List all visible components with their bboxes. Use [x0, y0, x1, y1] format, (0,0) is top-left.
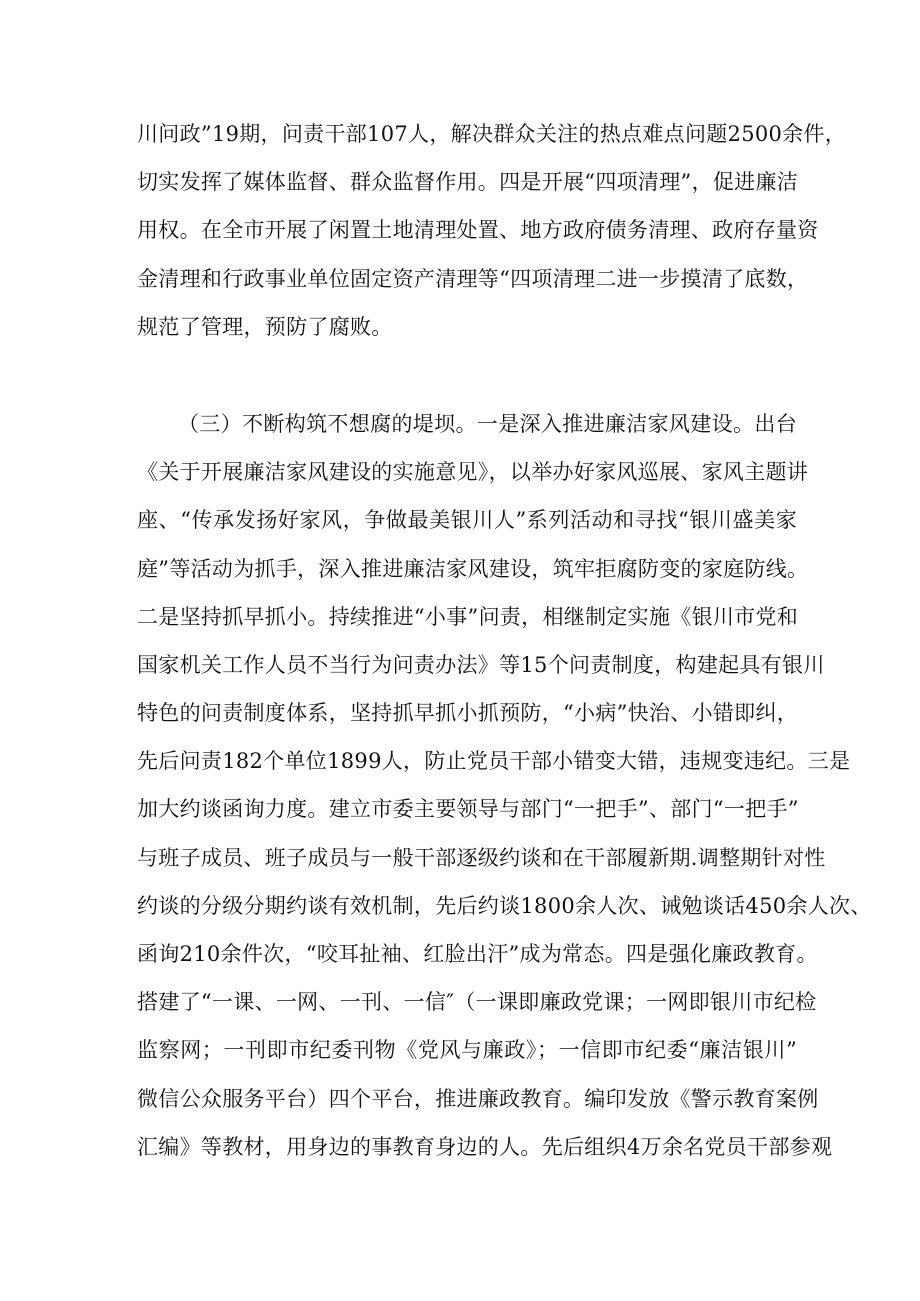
paragraph-line: 搭建了“一课、一网、一刊、一信″（一课即廉政党课；一网即银川市纪检: [137, 990, 817, 1014]
paragraph-line: 二是坚持抓早抓小。持续推进“小事”问责，相继制定实施《银川市党和: [137, 605, 799, 629]
paragraph-line: 金清理和行政事业单位固定资产清理等“四项清理二进一步摸清了底数，: [137, 267, 809, 291]
paragraph-line: 川问政”19期，问责干部107人，解决群众关注的热点难点问题2500余件，: [137, 122, 847, 146]
paragraph-line: 与班子成员、班子成员与一般干部逐级约谈和在干部履新期.调整期针对性: [137, 846, 826, 870]
paragraph-line: 先后问责182个单位1899人，防止党员干部小错变大错，违规变违纪。三是: [137, 749, 851, 773]
paragraph-line: 监察网；一刊即市纪委刊物《党风与廉政》；一信即市纪委“廉洁银川”: [137, 1038, 797, 1062]
paragraph-line: 庭”等活动为抓手，深入推进廉洁家风建设，筑牢拒腐防变的家庭防线。: [137, 557, 809, 581]
paragraph-line: 加大约谈函询力度。建立市委主要领导与部门“一把手”、部门“一把手”: [137, 797, 799, 821]
paragraph-line: 汇编》等教材，用身边的事教育身边的人。先后组织4万余名党员干部参观: [137, 1135, 833, 1159]
paragraph-line: 《关于开展廉洁家风建设的实施意见》，以举办好家风巡展、家风主题讲: [137, 460, 809, 484]
paragraph-line: 国家机关工作人员不当行为问责办法》等15个问责制度，构建起具有银川: [137, 653, 825, 677]
paragraph-line: 约谈的分级分期约谈有效机制，先后约谈1800余人次、诫勉谈话450余人次、: [137, 894, 872, 918]
paragraph-line: 规范了管理，预防了腐败。: [137, 315, 393, 339]
paragraph-line: 切实发挥了媒体监督、群众监督作用。四是开展“四项清理”，促进廉洁: [137, 170, 799, 194]
paragraph-line: 特色的问责制度体系，坚持抓早抓小抓预防，“小病”快治、小错即纠，: [137, 701, 799, 725]
paragraph-line: 微信公众服务平台）四个平台，推进廉政教育。编印发放《警示教育案例: [137, 1087, 819, 1111]
paragraph-line: 用权。在全市开展了闲置土地清理处置、地方政府债务清理、政府存量资: [137, 218, 819, 242]
paragraph-line: 函询210余件次，“咬耳扯袖、红脸出汗”成为常态。四是强化廉政教育。: [137, 942, 818, 966]
paragraph-line: 座、“传承发扬好家风，争做最美银川人”系列活动和寻找“银川盛美家: [137, 508, 797, 532]
paragraph-line: （三）不断构筑不想腐的堤坝。一是深入推进廉洁家风建设。出台: [178, 412, 797, 436]
